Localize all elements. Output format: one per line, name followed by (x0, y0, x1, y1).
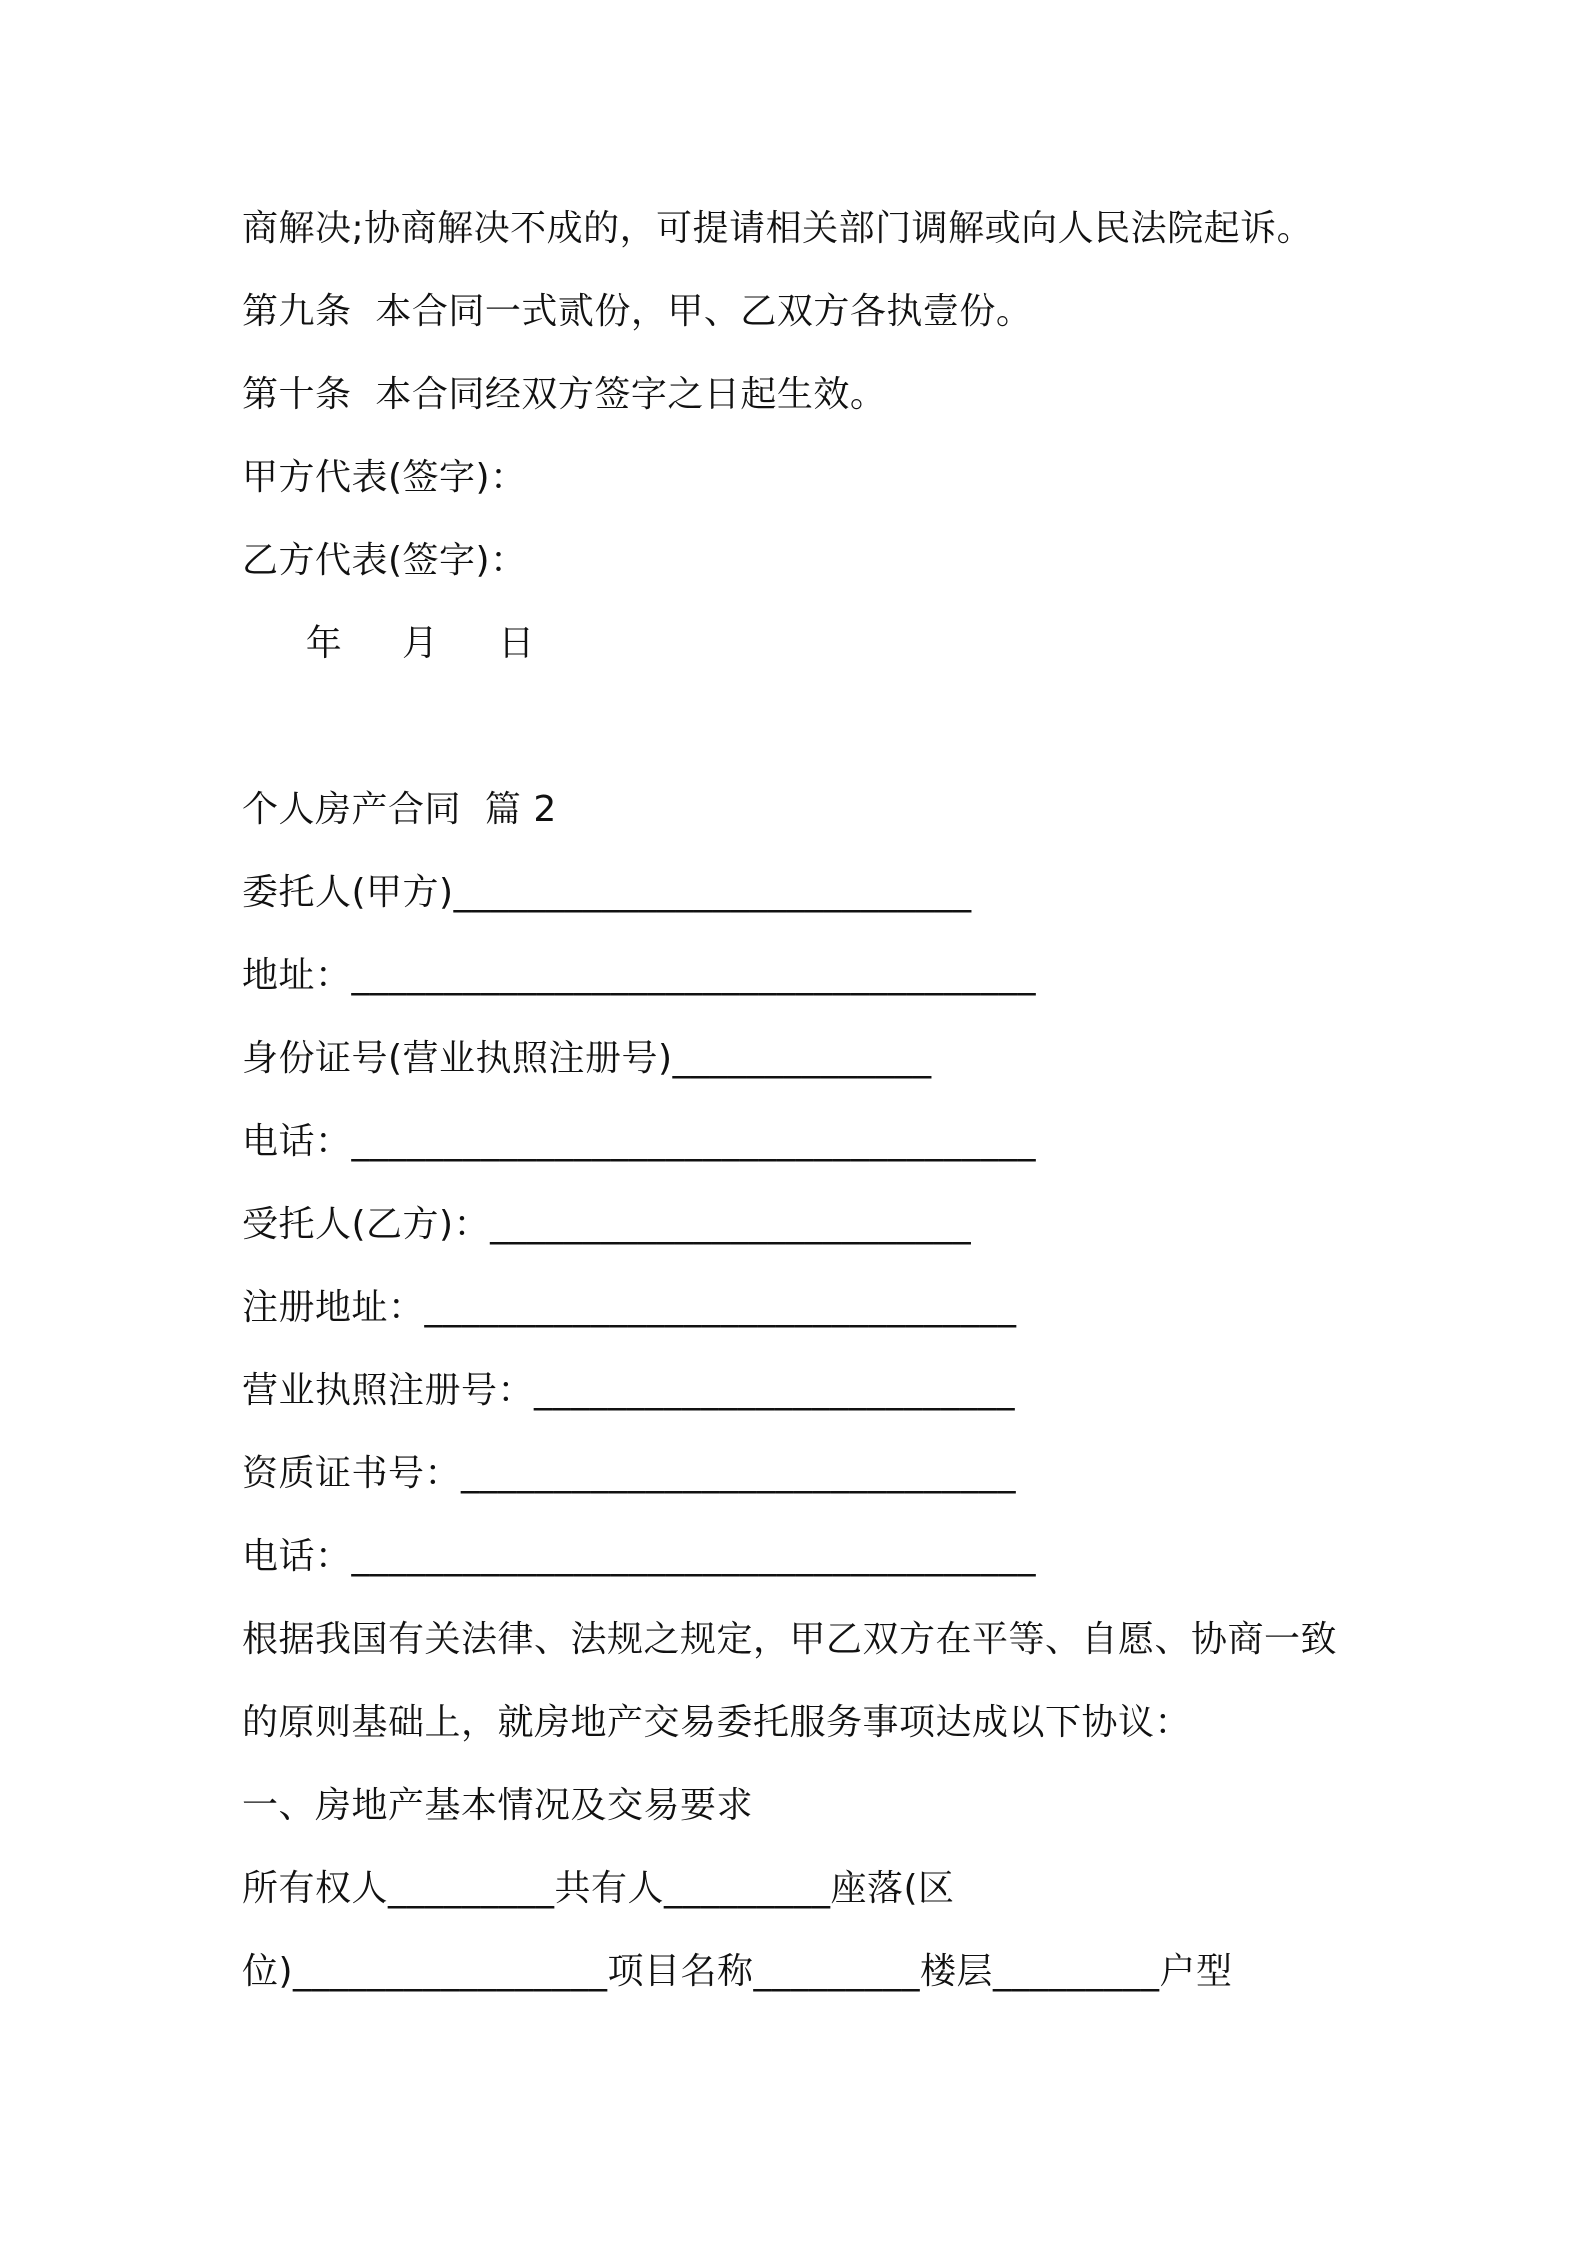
clause-8-continuation: 商解决;协商解决不成的，可提请相关部门调解或向人民法院起诉。 (242, 208, 1314, 249)
section-title: 个人房产合同 篇 2 (242, 789, 557, 830)
business-license-field: 营业执照注册号：__________________________ (242, 1370, 1016, 1411)
address-field: 地址：_____________________________________ (242, 955, 1037, 996)
registered-address-field: 注册地址：________________________________ (242, 1287, 1017, 1328)
id-number-field: 身份证号(营业执照注册号)______________ (242, 1038, 932, 1079)
principal-field: 委托人(甲方)____________________________ (242, 872, 972, 913)
party-a-signature-line: 甲方代表(签字)： (242, 457, 527, 498)
property-info-line-2: 位)_________________项目名称_________楼层_________户型 (242, 1951, 1233, 1992)
agent-field: 受托人(乙方)：__________________________ (242, 1204, 972, 1245)
phone-field-a: 电话：_____________________________________ (242, 1121, 1037, 1162)
preamble-line-2: 的原则基础上，就房地产交易委托服务事项达成以下协议： (242, 1702, 1192, 1743)
article-1-heading: 一、房地产基本情况及交易要求 (242, 1785, 754, 1826)
qualification-cert-field: 资质证书号：______________________________ (242, 1453, 1017, 1494)
phone-field-b: 电话：_____________________________________ (242, 1536, 1037, 1577)
clause-10: 第十条 本合同经双方签字之日起生效。 (242, 374, 887, 415)
party-b-signature-line: 乙方代表(签字)： (242, 540, 527, 581)
clause-9: 第九条 本合同一式贰份，甲、乙双方各执壹份。 (242, 291, 1033, 332)
date-line: 年 月 日 (258, 623, 535, 664)
property-info-line-1: 所有权人_________共有人_________座落(区 (242, 1868, 955, 1909)
preamble-line-1: 根据我国有关法律、法规之规定，甲乙双方在平等、自愿、协商一致 (242, 1619, 1338, 1660)
